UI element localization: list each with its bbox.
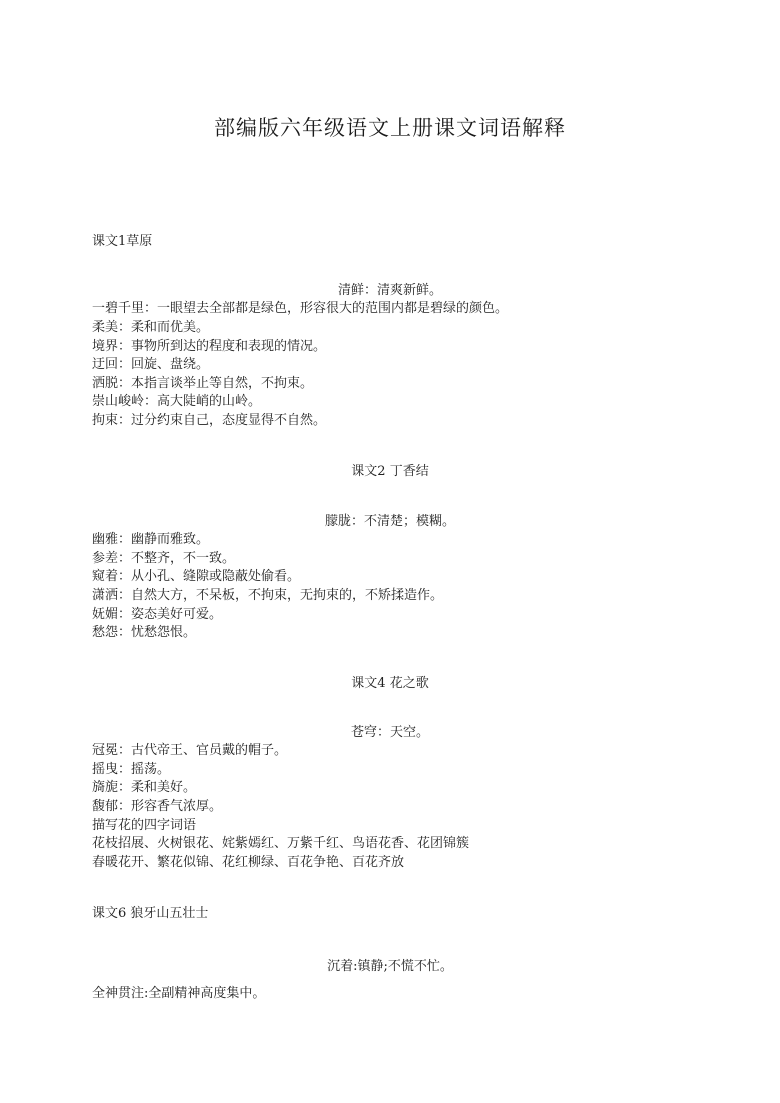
- entry-line: 参差：不整齐，不一致。: [92, 551, 236, 566]
- entry-line: 窥着：从小孔、缝隙或隐蔽处偷看。: [92, 569, 301, 584]
- entry-line: 境界：事物所到达的程度和表现的情况。: [92, 339, 327, 354]
- entry-line: 幽雅：幽静而雅致。: [92, 532, 210, 547]
- entry-line: 柔美：柔和而优美。: [92, 320, 210, 335]
- section-lead-2: 朦胧：不清楚；模糊。: [324, 514, 455, 529]
- entry-line: 描写花的四字词语: [92, 818, 197, 833]
- section-lead-1: 清鲜：清爽新鲜。: [337, 283, 442, 298]
- entry-line: 潇洒：自然大方，不呆板，不拘束，无拘束的，不矫揉造作。: [92, 588, 444, 603]
- entry-line: 春暖花开、繁花似锦、花红柳绿、百花争艳、百花齐放: [92, 855, 405, 870]
- entry-line: 拘束：过分约束自己，态度显得不自然。: [92, 413, 327, 428]
- entry-line: 洒脱：本指言谈举止等自然，不拘束。: [92, 376, 314, 391]
- entry-line: 一碧千里：一眼望去全部都是绿色，形容很大的范围内都是碧绿的颜色。: [92, 301, 509, 316]
- entry-line: 冠冕：古代帝王、官员戴的帽子。: [92, 743, 288, 758]
- entry-line: 花枝招展、火树银花、姹紫嫣红、万紫千红、鸟语花香、花团锦簇: [92, 836, 470, 851]
- entry-line: 馥郁：形容香气浓厚。: [92, 799, 223, 814]
- section-heading-2: 课文2 丁香结: [351, 464, 429, 479]
- section-heading-4: 课文6 狼牙山五壮士: [92, 906, 209, 921]
- entry-line: 愁怨：忧愁怨恨。: [92, 625, 197, 640]
- entry-line: 迂回：回旋、盘绕。: [92, 357, 210, 372]
- entry-line: 全神贯注:全副精神高度集中。: [92, 986, 266, 1001]
- section-heading-1: 课文1草原: [92, 234, 153, 249]
- section-heading-3: 课文4 花之歌: [351, 676, 429, 691]
- entry-line: 妩媚：姿态美好可爱。: [92, 607, 223, 622]
- document-title: 部编版六年级语文上册课文词语解释: [214, 116, 566, 140]
- entry-line: 摇曳：摇荡。: [92, 762, 171, 777]
- section-lead-4: 沉着:镇静;不慌不忙。: [327, 959, 453, 974]
- entry-line: 崇山峻岭：高大陡峭的山岭。: [92, 394, 262, 409]
- entry-line: 旖旎：柔和美好。: [92, 780, 197, 795]
- section-lead-3: 苍穹：天空。: [350, 725, 429, 740]
